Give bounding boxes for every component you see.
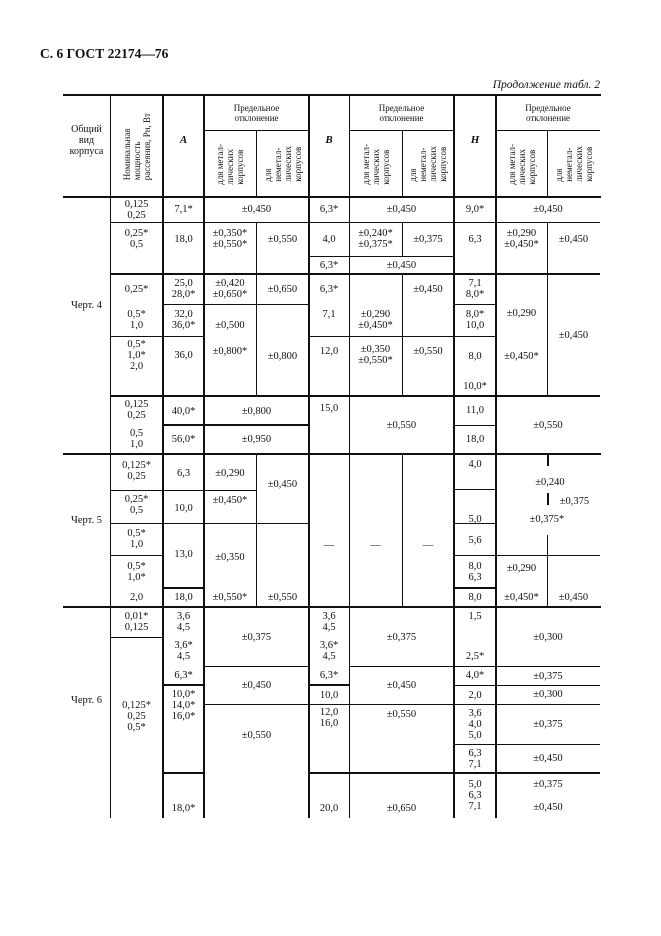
cell: 5,0: [468, 513, 482, 525]
cell: ±0,375: [533, 778, 563, 790]
cell: ±0,450: [413, 283, 443, 295]
cell: ±0,450: [558, 592, 589, 603]
cell: ±0,420 ±0,650*: [212, 278, 248, 300]
cell: ±0,650: [267, 283, 298, 295]
table-rule: [454, 587, 496, 589]
page-header: С. 6 ГОСТ 22174—76: [40, 46, 169, 61]
cell: 13,0: [174, 548, 193, 560]
cell: 0,5* 1,0*: [127, 561, 146, 583]
cell: 6,3*: [319, 259, 339, 271]
header-power: Номинальная мощность рассеяния, Pн, Вт: [121, 112, 152, 181]
cell: 6,3*: [319, 669, 339, 681]
cell: ±0,240: [500, 474, 600, 490]
header-metal-H: для метал- лических корпусов: [506, 143, 537, 185]
cell: ±0,450: [533, 204, 563, 215]
table-rule: [547, 130, 548, 197]
cell: ±0,800: [241, 405, 272, 417]
cell: 8,0: [468, 350, 482, 362]
cell: ±0,450: [267, 478, 298, 490]
cell: 6,3: [176, 467, 191, 479]
cell: ±0,450: [386, 259, 417, 271]
cell: 0,25*: [124, 283, 149, 295]
cell: 4,0: [322, 233, 336, 245]
cell: ±0,240* ±0,375*: [358, 228, 393, 250]
cell: ±0,450: [533, 801, 563, 813]
cell: 7,1*: [174, 204, 193, 215]
table-rule: [402, 130, 403, 197]
table-rule: [402, 454, 403, 607]
cell: 18,0*: [171, 802, 196, 814]
cell: 2,0: [129, 592, 144, 603]
cell: 32,0 36,0*: [171, 309, 196, 331]
header-tol-A: Предельное отклонение: [233, 103, 280, 123]
cell: 40,0*: [171, 405, 196, 417]
cell: 25,0 28,0*: [171, 278, 196, 300]
cell: 9,0*: [465, 204, 485, 215]
cell: 5,6: [468, 534, 482, 546]
cell: 6,3*: [319, 204, 339, 215]
cell: ±0,450*: [504, 350, 539, 362]
cell: 12,0: [319, 345, 339, 357]
cell: ±0,375: [413, 233, 443, 245]
cell: 1,5: [468, 610, 482, 622]
table-rule: [163, 684, 204, 686]
cell: 10,0: [319, 689, 339, 701]
table-rule: [163, 772, 204, 774]
cell: ±0,375*: [500, 511, 594, 527]
cell: ±0,800: [267, 350, 298, 362]
cell: 6,3 7,1: [468, 748, 482, 770]
header-metal-B: для метал- лических корпусов: [360, 143, 391, 185]
table-rule: [309, 684, 349, 686]
cell: 6,3: [468, 233, 482, 245]
cell: 0,125 0,25: [124, 399, 149, 421]
header-metal-A-wrap: [204, 133, 256, 195]
cell: ±0,450: [241, 204, 272, 215]
cell: 11,0: [466, 404, 484, 416]
header-A: A: [179, 134, 188, 146]
cell: —: [422, 539, 434, 551]
header-metal-B-wrap: [349, 133, 402, 195]
cell: 4,0*: [465, 670, 485, 681]
cell: ±0,550: [413, 345, 443, 357]
table-rule: [163, 304, 309, 305]
table-rule: [111, 523, 309, 524]
header-B: B: [325, 134, 333, 146]
cell: ±0,550*: [212, 592, 248, 603]
table-rule: [111, 336, 204, 337]
cell: 10,0*: [463, 380, 487, 392]
header-nonmetal-H-wrap: [547, 133, 600, 195]
cell: 2,5*: [465, 651, 485, 662]
cell: 0,125* 0,25 0,5*: [122, 699, 151, 733]
cell: 20,0: [319, 802, 339, 814]
cell: 0,5* 1,0* 2,0: [127, 338, 146, 372]
header-nonmetal-A: для неметал- лических корпусов: [262, 146, 303, 182]
cell: ±0,290: [215, 467, 245, 479]
cell: 3,6* 4,5: [319, 640, 339, 662]
cell: ±0,350: [215, 551, 245, 563]
cell: ±0,450: [558, 233, 589, 245]
table-rule: [163, 587, 204, 589]
cell: 12,0 16,0: [319, 707, 339, 729]
cell: ±0,550: [241, 729, 272, 741]
cell: ±0,300: [533, 631, 563, 643]
cell: ±0,500: [215, 319, 245, 331]
cell: ±0,375: [241, 631, 272, 643]
cell: 3,6 4,5: [322, 611, 336, 633]
cell: 6,3*: [174, 669, 193, 681]
cell: ±0,450*: [504, 592, 539, 603]
cell: —: [323, 539, 335, 551]
header-tol-B: Предельное отклонение: [378, 103, 425, 123]
header-power-wrap: [111, 98, 162, 195]
cell: 10,0: [174, 502, 193, 514]
cell: 3,6* 4,5: [174, 640, 193, 662]
section-label: Черт. 6: [71, 694, 102, 706]
cell: 15,0: [319, 402, 339, 414]
table-rule: [111, 637, 163, 638]
header-nonmetal-A-wrap: [256, 133, 309, 195]
cell: 2,0: [468, 689, 482, 701]
table-rule: [63, 94, 601, 96]
table-rule: [309, 772, 600, 774]
cell: ±0,550: [267, 592, 298, 603]
cell: 7,1 8,0*: [465, 278, 485, 300]
table-rule: [63, 453, 601, 455]
cell: ±0,300: [533, 688, 563, 700]
table-rule: [111, 555, 163, 556]
cell: ±0,450: [386, 204, 417, 215]
cell: ±0,290: [506, 307, 537, 319]
cell: ±0,375: [559, 495, 590, 507]
cell: 0,5 1,0: [129, 428, 144, 450]
cell: ±0,450: [533, 753, 563, 764]
cell: 0,5* 1,0: [127, 309, 146, 331]
table-rule: [454, 304, 496, 305]
cell: 5,0 6,3 7,1: [468, 778, 482, 812]
cell: ±0,290: [506, 562, 537, 574]
cell: ±0,375: [386, 631, 417, 643]
cell: 18,0: [174, 592, 193, 603]
cell: 4,0: [468, 458, 482, 470]
cell: ±0,375: [533, 670, 563, 682]
table-rule: [111, 490, 256, 491]
cell: 0,125* 0,25: [122, 460, 151, 482]
cell: ±0,375: [533, 719, 563, 730]
cell: ±0,550: [386, 419, 417, 431]
cell: 36,0: [174, 349, 193, 361]
cell: 8,0 6,3: [468, 561, 482, 583]
header-H: H: [470, 134, 480, 146]
cell: ±0,950: [241, 434, 272, 445]
cell: 8,0* 10,0: [465, 309, 485, 331]
cell: 18,0: [465, 434, 485, 445]
cell: ±0,450: [558, 329, 589, 341]
cell: 0,125 0,25: [124, 198, 149, 221]
cell: 8,0: [468, 592, 482, 603]
header-nonmetal-B: для неметал- лических корпусов: [408, 146, 448, 182]
table-rule: [496, 130, 600, 131]
cell: —: [370, 539, 381, 551]
cell: 3,6 4,0 5,0: [468, 707, 482, 741]
table-rule: [454, 489, 496, 490]
section-label: Черт. 4: [71, 299, 102, 311]
table-rule: [547, 454, 549, 466]
cell: 0,5* 1,0: [127, 528, 146, 550]
cell: 56,0*: [171, 434, 196, 445]
cell: 0,01* 0,125: [124, 611, 149, 633]
header-metal-A: для метал- лических корпусов: [215, 143, 245, 185]
header-nonmetal-H: для неметал- лических корпусов: [553, 146, 594, 182]
cell: ±0,290 ±0,450*: [504, 228, 539, 250]
cell: ±0,290 ±0,450*: [358, 309, 393, 331]
cell: 0,25* 0,5: [124, 228, 149, 250]
cell: 7,1: [322, 308, 336, 320]
table-rule: [454, 555, 600, 556]
cell: ±0,650: [386, 802, 417, 814]
cell: ±0,550: [533, 419, 563, 431]
cell: ±0,350* ±0,550*: [212, 228, 248, 250]
cell: ±0,450: [386, 680, 417, 691]
table-rule: [256, 130, 257, 197]
cell: ±0,550: [267, 233, 298, 245]
cell: 3,6 4,5: [176, 611, 191, 633]
header-body-type: Общий вид корпуса: [69, 123, 104, 157]
header-tol-H: Предельное отклонение: [525, 103, 571, 123]
cell: ±0,450: [241, 680, 272, 691]
section-label: Черт. 5: [71, 514, 102, 526]
cell: 10,0* 14,0* 16,0*: [171, 688, 196, 722]
cell: ±0,450*: [212, 494, 248, 506]
cell: 6,3*: [319, 283, 339, 295]
cell: ±0,350 ±0,550*: [358, 344, 393, 366]
cell: ±0,800*: [212, 345, 248, 357]
continuation-label: Продолжение табл. 2: [492, 79, 600, 91]
table-rule: [309, 336, 496, 337]
header-nonmetal-B-wrap: [402, 133, 454, 195]
header-metal-H-wrap: [496, 133, 547, 195]
cell: 18,0: [174, 233, 193, 245]
cell: 0,25* 0,5: [124, 494, 149, 516]
cell: ±0,550: [386, 708, 417, 720]
